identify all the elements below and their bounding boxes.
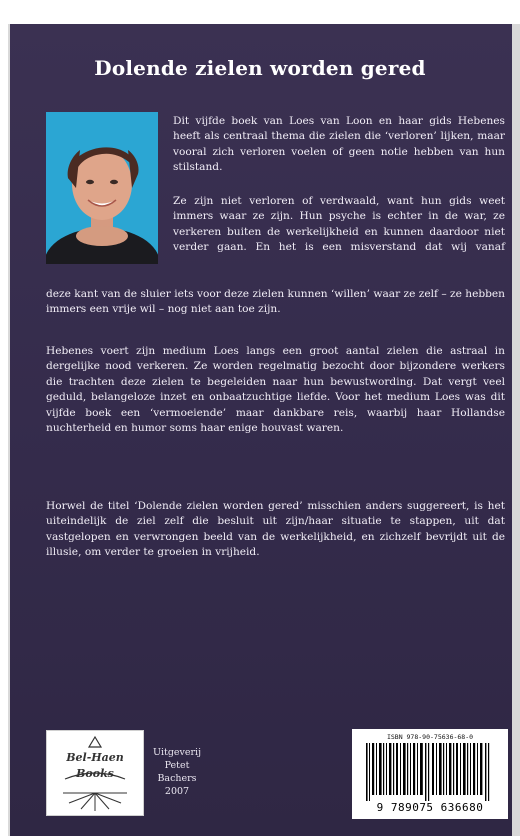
barcode-panel [352, 729, 508, 819]
author-portrait-icon [46, 112, 158, 264]
book-title: Dolende zielen worden gered [94, 56, 426, 80]
isbn-label: ISBN 978-90-75636-68-0 [386, 733, 474, 741]
author-photo [46, 112, 158, 264]
page-edge [512, 24, 520, 836]
publisher-line-3: Bachers [157, 773, 197, 784]
barcode-digits: 9 789075 636680 [376, 801, 484, 814]
publisher-line-1: Uitgeverij [152, 747, 202, 758]
publisher-info [142, 746, 212, 798]
back-cover [8, 24, 512, 836]
logo-line-2: Books [76, 767, 114, 780]
publisher-logo [46, 730, 144, 816]
publisher-year: 2007 [164, 786, 190, 797]
fourth-paragraph: Horwel de titel ‘Dolende zielen worden gered’ misschien anders suggereert, is het uiteindelijk de ziel zelf die besluit uit zijn/haar situatie te stappen, uit dat vastgelopen en verwrongen beeld van de werkelijkheid, en zichzelf bevrijdt uit de illusie, om verder te groeien in vrijheid. [46, 500, 505, 559]
third-paragraph: Hebenes voert zijn medium Loes langs een groot aantal zielen die astraal in dergelijke nood verkeren. Ze worden regelmatig bezocht door bijzondere werkers die trachten deze zielen te begeleiden naar hun bewustwording. Dat vergt veel geduld, belangeloze inzet en onbaatzuchtige liefde. Voor het medium Loes was dit vijfde boek een ‘vermoeiende’ maar dankbare reis, waarbij haar Hollandse nuchterheid en humor soms haar enige houvast waren. [46, 345, 505, 435]
logo-line-1: Bel-Haen [66, 751, 124, 764]
second-paragraph-part1: Ze zijn niet verloren of verdwaald, want hun gids weet immers waar ze zijn. Hun psyche is echter in de war, ze verkeren buiten de werkelijkheid en kunnen daardoor niet verder gaan. En het is een misverstand dat wij vanaf [173, 195, 505, 254]
intro-paragraph: Dit vijfde boek van Loes van Loon en haar gids Hebenes heeft als centraal thema die zielen die ‘verloren’ lijken, maar vooral zich verloren voelen of geen notie hebben van hun stilstand. [173, 115, 505, 174]
publisher-line-2: Petet [164, 760, 190, 771]
second-paragraph-part2: deze kant van de sluier iets voor deze zielen kunnen ‘willen’ waar ze zelf – ze hebben immers een vrije wil – nog niet aan toe zijn. [46, 288, 505, 316]
